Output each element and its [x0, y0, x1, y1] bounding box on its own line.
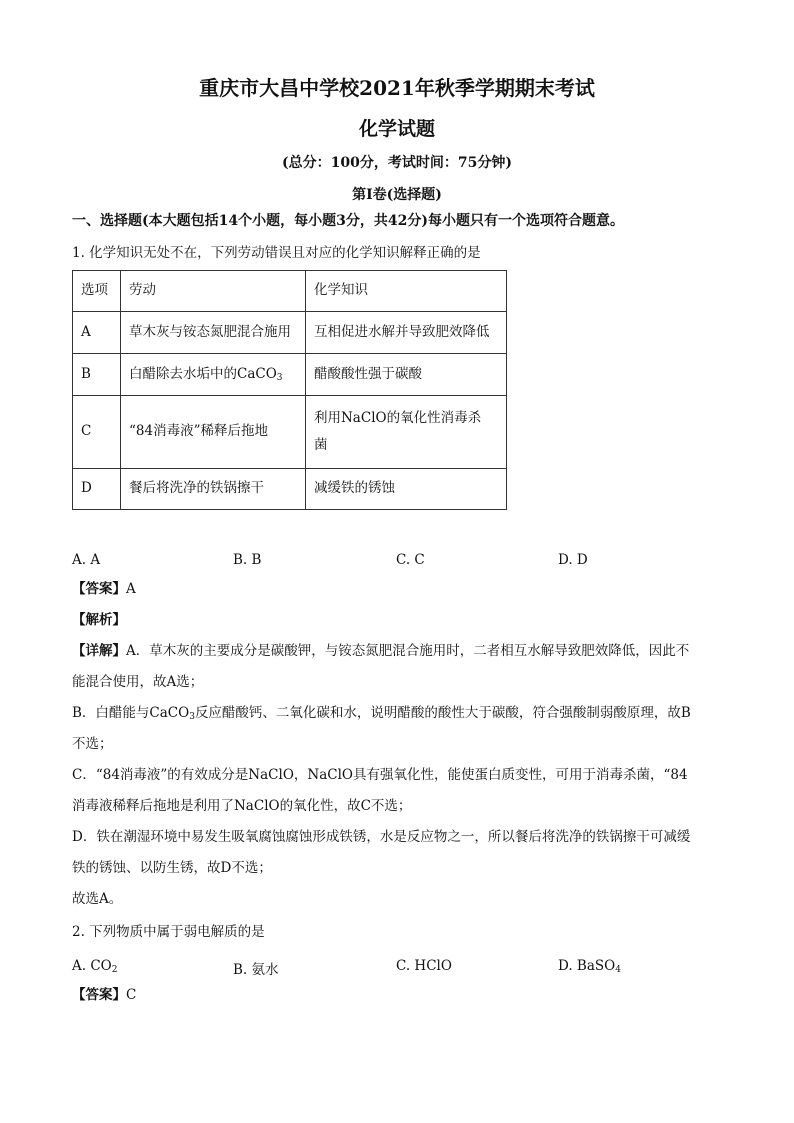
table-cell-labor: 草木灰与铵态氮肥混合施用 — [121, 312, 306, 354]
table-cell-knowledge: 减缓铁的锈蚀 — [306, 469, 507, 510]
detail-text: A．草木灰的主要成分是碳酸钾，与铵态氮肥混合施用时，二者相互水解导致肥效降低，因此不 — [126, 643, 690, 659]
q2-option-d — [558, 958, 621, 975]
option-text: D. BaSO — [558, 958, 616, 974]
q2-option-a — [72, 958, 117, 975]
table-cell-option: D — [73, 469, 121, 510]
section-heading: 一、选择题(本大题包括14个小题，每小题3分，共42分)每小题只有一个选项符合题意。 — [72, 213, 624, 229]
question-2-stem: 2. 下列物质中属于弱电解质的是 — [72, 924, 265, 940]
knowledge-line: 菌 — [314, 437, 328, 453]
option-c: C. C — [396, 552, 425, 568]
option-a: A. A — [72, 552, 101, 568]
detail-line: 能混合使用，故A选； — [72, 674, 204, 690]
answer-tag: 【答案】 — [72, 581, 126, 597]
table-cell-option: C — [73, 396, 121, 469]
table-cell-labor: “84消毒液”稀释后拖地 — [121, 396, 306, 469]
question-1-stem: 1. 化学知识无处不在，下列劳动错误且对应的化学知识解释正确的是 — [72, 245, 481, 261]
table-cell-knowledge — [306, 396, 507, 469]
subscript: 2 — [111, 965, 118, 975]
q2-option-b: B. 氨水 — [233, 962, 279, 978]
table-row — [73, 312, 507, 354]
subscript: 3 — [276, 372, 283, 383]
detail-line — [72, 645, 689, 659]
exam-title: 重庆市大昌中学校2021年秋季学期期末考试 — [199, 76, 595, 100]
table-header-cell: 化学知识 — [306, 271, 507, 312]
detail-line: 铁的锈蚀、以防生锈，故D不选； — [72, 860, 272, 876]
option-b: B. B — [233, 552, 262, 568]
table-cell-labor: 餐后将洗净的铁锅擦干 — [121, 469, 306, 510]
q2-answer-line — [72, 989, 136, 1003]
subscript: 3 — [189, 712, 195, 722]
table-header-cell: 劳动 — [121, 271, 306, 312]
answer-tag: 【答案】 — [72, 987, 126, 1003]
table-row — [73, 396, 507, 469]
subscript: 4 — [615, 965, 621, 975]
table-cell-option: B — [73, 354, 121, 396]
detail-line: D．铁在潮湿环境中易发生吸氧腐蚀腐蚀形成铁锈，水是反应物之一，所以餐后将洗净的铁锅擦干可减缓 — [72, 829, 691, 845]
table-cell-knowledge: 醋酸酸性强于碳酸 — [306, 354, 507, 396]
detail-line: 不选； — [72, 736, 113, 752]
subject-title: 化学试题 — [358, 118, 435, 140]
question-1-table — [72, 270, 507, 510]
answer-line — [72, 583, 136, 597]
q2-option-c: C. HClO — [396, 958, 452, 974]
analysis-tag: 【解析】 — [72, 612, 126, 628]
conclusion: 故选A。 — [72, 891, 123, 907]
volume-title: 第I卷(选择题) — [352, 187, 442, 203]
table-cell-knowledge: 互相促进水解并导致肥效降低 — [306, 312, 507, 354]
option-d: D. D — [558, 552, 588, 568]
detail-text: B．白醋能与CaCO — [72, 705, 190, 721]
detail-text: 反应醋酸钙、二氧化碳和水，说明醋酸的酸性大于碳酸，符合强酸制弱酸原理，故B — [194, 705, 691, 721]
answer-value: A — [126, 581, 136, 597]
knowledge-line: 利用NaClO的氧化性消毒杀 — [314, 410, 482, 426]
table-row — [73, 354, 507, 396]
detail-tag: 【详解】 — [72, 643, 126, 659]
table-header-row — [73, 271, 507, 312]
answer-value: C — [126, 987, 137, 1003]
table-cell-option: A — [73, 312, 121, 354]
detail-line — [72, 707, 691, 722]
detail-line: C．“84消毒液”的有效成分是NaClO，NaClO具有强氧化性，能使蛋白质变性，可用于消毒杀菌，“84 — [72, 767, 688, 783]
table-header-cell: 选项 — [73, 271, 121, 312]
table-cell-labor — [121, 354, 306, 396]
detail-line: 消毒液稀释后拖地是利用了NaClO的氧化性，故C不选； — [72, 798, 412, 814]
table-row — [73, 469, 507, 510]
option-text: A. CO — [72, 958, 112, 974]
exam-info: (总分：100分，考试时间：75分钟) — [282, 155, 512, 171]
labor-text: 白醋除去水垢中的CaCO — [129, 365, 277, 382]
